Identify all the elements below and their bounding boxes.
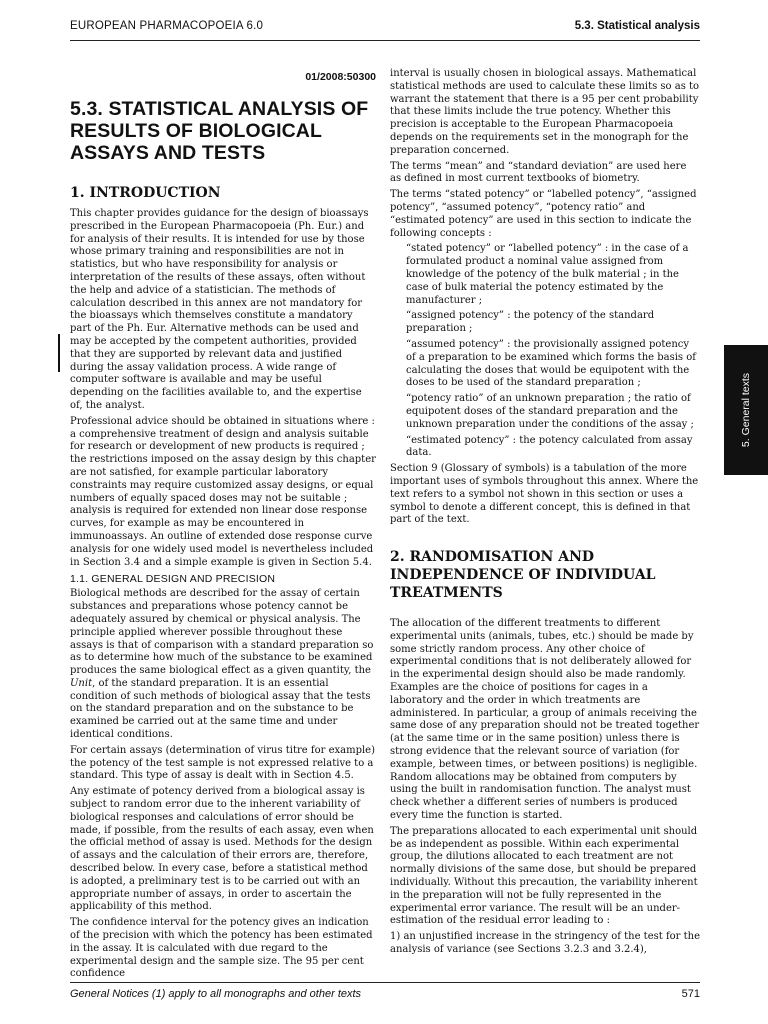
footer-note: General Notices (1) apply to all monographs and other texts (70, 988, 362, 1000)
subsection-heading-design: 1.1. GENERAL DESIGN AND PRECISION (70, 573, 276, 586)
concepts-intro: The terms “stated potency” or “labelled potency”, “assigned potency”, “assumed potency”, “potency ratio” and “estimated potency” are used in this section to indicate the following concepts : (390, 189, 697, 239)
design-paragraph-2: For certain assays (determination of virus titre for example) the potency of the test sample is not expressed relative to a standard. This type of assay is dealt with in Section 4.5. (70, 744, 375, 782)
terms-paragraph: The terms “mean” and “standard deviation” are used here as defined in most current textbooks of biometry. (390, 160, 687, 185)
concept-list (390, 243, 700, 460)
unit-term: Unit (70, 677, 93, 689)
concept-item: “assigned potency” : the potency of the standard preparation ; (406, 310, 655, 335)
design-paragraph-4: The confidence interval for the potency gives an indication of the precision with which the potency has been estimated in the assay. It is calculated with due regard to the experimental design and the sample size. The 95 per cent confidence (70, 917, 373, 980)
side-tab-label: 5. General texts (740, 372, 752, 448)
design-text-start: Biological methods are described for the assay of certain substances and preparations whose potency cannot be adequately assured by chemical or physical analysis. The principle applied wherever possible throughout these assays is that of comparison with a standard preparation so as to determine how much of the substance to be examined produces the same biological effect as a given quantity, the (70, 588, 374, 677)
concept-item: “estimated potency” : the potency calculated from assay data. (406, 434, 693, 459)
left-column (70, 68, 376, 984)
right-column (390, 68, 700, 960)
concept-item: “potency ratio” of an unknown preparation ; the ratio of equipotent doses of the standard preparation and the unknown preparation under the conditions of the assay ; (406, 393, 694, 430)
running-header (70, 14, 700, 41)
randomisation-paragraph-2: The preparations allocated to each experimental unit should be as independent as possible. Within each experimental group, the dilutions allocated to each treatment are not normally divisions of the same dose, but should be prepared individually. Without this precaution, the variability inherent in the preparation will not be fully represented in the experimental error variance. The result will be an under-estimation of the residual error leading to : (390, 825, 698, 927)
page-footer (70, 982, 700, 1007)
concept-item: “assumed potency” : the provisionally assigned potency of a preparation to be examined which forms the basis of calculating the doses that would be equipotent with the doses to be used of the standard preparation ; (406, 338, 696, 389)
intro-paragraph-1: This chapter provides guidance for the design of bioassays prescribed in the European Pharmacopoeia (Ph. Eur.) and for analysis of their results. It is intended for use by those whose primary training and responsibilities are not in statistics, but who have responsibility for analysis or interpretation of the results of these assays, often without the help and advice of a statistician. The methods of calculation described in this annex are not mandatory for the bioassays which themselves constitute a mandatory part of the Ph. Eur. Alternative methods can be used and may be accepted by the competent authorities, provided that they are supported by relevant data and justified during the assay validation process. A wide range of computer software is available and may be useful depending on the facilities available to, and the expertise of, the analyst. (70, 208, 369, 411)
randomisation-paragraph-3: 1) an unjustified increase in the stringency of the test for the analysis of variance (see Sections 3.2.3 and 3.2.4), (390, 931, 700, 956)
reference-code: 01/2008:50300 (305, 71, 376, 83)
change-bar (58, 334, 60, 372)
intro-paragraph-2: Professional advice should be obtained in situations where : a comprehensive treatment of design and analysis suitable for research or development of new products is required ; the restrictions imposed on the assay design by this chapter are not satisfied, for example particular laboratory constraints may require customized assay designs, or equal numbers of equally spaced doses may not be suitable ; analysis is required for extended non linear dose response curves, for example as may be encountered in immunoassays. An outline of extended dose response curve analysis for one widely used model is nevertheless included in Section 3.4 and a simple example is given in Section 5.4. (70, 415, 376, 568)
section-heading-introduction: 1. INTRODUCTION (70, 185, 221, 201)
header-section: 5.3. Statistical analysis (574, 20, 700, 32)
concept-item: “stated potency” or “labelled potency” : in the case of a formulated product a nominal value assigned from knowledge of the potency of the bulk material ; in the case of bulk material the potency estimated by the manufacturer ; (406, 243, 689, 306)
randomisation-paragraph-1: The allocation of the different treatments to different experimental units (animals, tubes, etc.) should be made by some strictly random process. Any other choice of experimental conditions that is not deliberately allowed for in the experimental design should also be made randomly. Examples are the choice of positions for cages in a laboratory and the order in which treatments are administered. In particular, a group of animals receiving the same dose of any preparation should not be treated together (at the same time or in the same position) unless there is strong evidence that the relevant source of variation (for example, between times, or between positions) is negligible. Random allocations may be obtained from computers by using the built in randomisation function. The analyst must check whether a different series of numbers is produced every time the function is started. (390, 618, 700, 822)
design-text-end: , of the standard preparation. It is an essential condition of such methods of biological assay that the tests on the standard preparation and on the substance to be examined be carried out at the same time and under identical conditions. (70, 677, 371, 741)
design-paragraph-3: Any estimate of potency derived from a biological assay is subject to random error due to the inherent variability of biological responses and calculations of error should be made, if possible, from the results of each assay, even when the official method of assay is used. Methods for the design of assays and the calculation of their errors are, therefore, described below. In every case, before a statistical method is adopted, a preliminary test is to be carried out with an appropriate number of assays, in order to ascertain the applicability of this method. (70, 786, 374, 913)
glossary-paragraph: Section 9 (Glossary of symbols) is a tabulation of the more important uses of symbols throughout this annex. Where the text refers to a symbol not shown in this section or uses a symbol to denote a different concept, this is defined in that part of the text. (390, 463, 699, 526)
header-publication: EUROPEAN PHARMACOPOEIA 6.0 (70, 20, 264, 32)
section-heading-randomisation: 2. RANDOMISATION AND INDEPENDENCE OF INDIVIDUAL TREATMENTS (390, 549, 656, 602)
design-paragraph-1 (70, 588, 376, 742)
page-title: 5.3. STATISTICAL ANALYSIS OF RESULTS OF BIOLOGICAL ASSAYS AND TESTS (70, 98, 369, 164)
confidence-paragraph: interval is usually chosen in biological assays. Mathematical statistical methods are used to calculate these limits so as to warrant the statement that there is a 95 per cent probability that these limits include the true potency. Whether this precision is acceptable to the European Pharmacopoeia depends on the requirements set in the monograph for the preparation concerned. (390, 68, 700, 156)
page-number: 571 (681, 988, 700, 1000)
chapter-side-tab (724, 345, 768, 475)
